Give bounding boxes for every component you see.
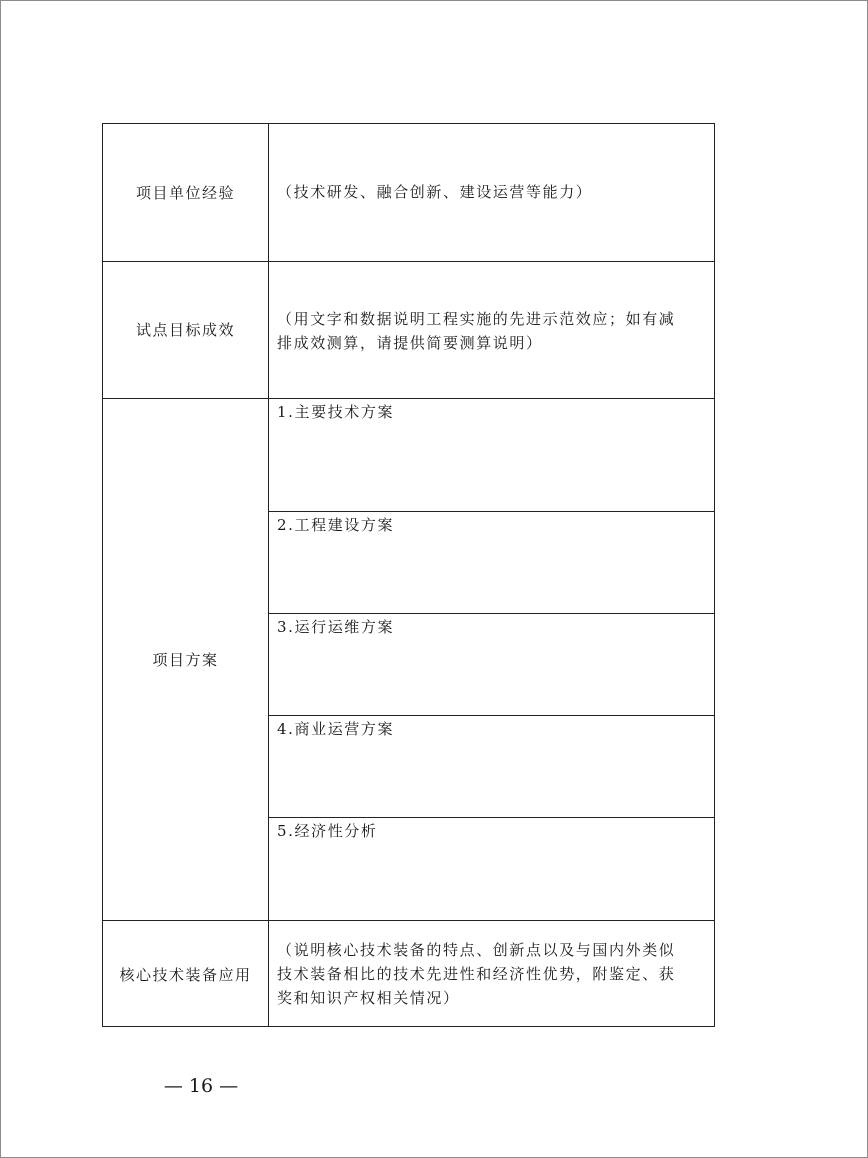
row-label-core-equipment: 核心技术装备应用	[119, 965, 252, 984]
content-line: 排成效测算，请提供简要测算说明）	[277, 334, 543, 352]
content-line: 技术装备相比的技术先进性和经济性优势，附鉴定、获	[277, 965, 676, 983]
application-form-table	[102, 123, 715, 1027]
content-line: （说明核心技术装备的特点、创新点以及与国内外类似	[277, 941, 676, 959]
column-divider	[268, 124, 269, 1026]
sub-item-operation-maintenance-plan: 3.运行运维方案	[277, 618, 395, 636]
sub-item-technical-plan: 1.主要技术方案	[277, 403, 395, 421]
row-content-unit-experience: （技术研发、融合创新、建设运营等能力）	[277, 183, 593, 201]
sub-item-construction-plan: 2.工程建设方案	[277, 516, 395, 534]
content-line: （用文字和数据说明工程实施的先进示范效应；如有减	[277, 310, 676, 328]
row-label-unit-experience: 项目单位经验	[135, 184, 235, 202]
sub-row-divider	[268, 715, 714, 716]
sub-row-divider	[268, 817, 714, 818]
row-label-project-plan: 项目方案	[152, 650, 219, 669]
content-line: 奖和知识产权相关情况）	[277, 989, 460, 1007]
row-content-core-equipment	[277, 938, 706, 1010]
sub-row-divider	[268, 511, 714, 512]
sub-item-economic-analysis: 5.经济性分析	[277, 822, 378, 840]
row-content-pilot-goals	[277, 307, 706, 355]
sub-row-divider	[268, 613, 714, 614]
sub-item-business-plan: 4.商业运营方案	[277, 720, 395, 738]
page-number: — 16 —	[163, 1075, 239, 1097]
row-label-pilot-goals: 试点目标成效	[135, 321, 235, 339]
